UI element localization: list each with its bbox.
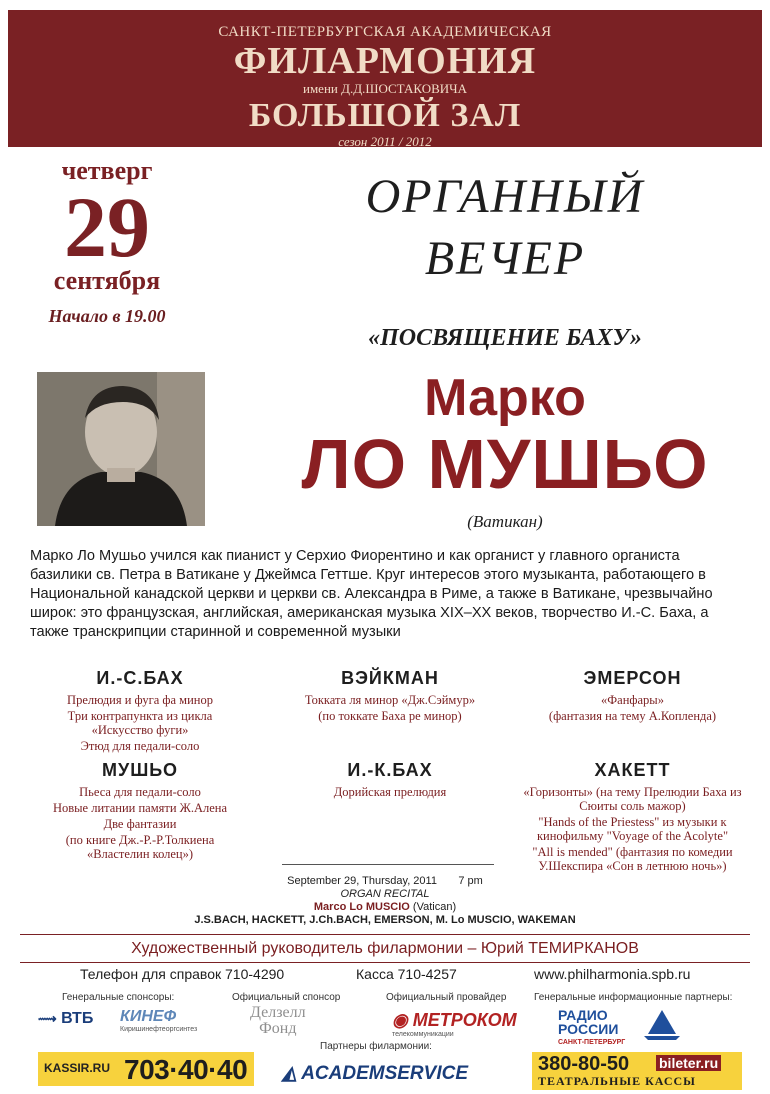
work-item: «Фанфары» (601, 693, 664, 707)
footer-rule-top (20, 934, 750, 935)
vtb-mark-icon: ⟿ (38, 1011, 57, 1026)
bileter-ticket-banner (532, 1052, 742, 1090)
work-item: Прелюдия и фуга фа минор (67, 693, 213, 707)
official-sponsor-label: Официальный спонсор (232, 992, 341, 1003)
artist-first-name: Марко (424, 369, 586, 427)
bileter-phone: 380-80-50 (538, 1053, 630, 1075)
bileter-name: bileter.ru (656, 1055, 721, 1071)
english-summary (160, 875, 610, 927)
day-number: 29 (64, 179, 150, 275)
dedication: «ПОСВЯЩЕНИЕ БАХУ» (368, 325, 642, 351)
composer-name: ЭМЕРСОН (583, 668, 682, 688)
org-line: САНКТ-ПЕТЕРБУРГСКАЯ АКАДЕМИЧЕСКАЯ (218, 24, 552, 40)
academservice-logo: ◭ ACADEMSERVICE (282, 1063, 469, 1084)
metrokom-globe-icon: ◉ (392, 1010, 408, 1030)
start-time: Начало в 19.00 (48, 306, 166, 326)
composer-name: И.-С.БАХ (96, 668, 184, 688)
work-item: (по книге Дж.-Р.-Р.Толкиена «Властелин колец») (65, 833, 215, 861)
work-item: "Hands of the Priestess" из музыки к кинофильму "Voyage of the Acolyte" (536, 815, 729, 843)
concert-date (22, 156, 192, 327)
english-composers: J.S.BACH, HACKETT, J.Ch.BACH, EMERSON, M. Lo MUSCIO, WAKEMAN (194, 914, 576, 926)
metrokom-logo: ◉ МЕТРОКОМ телекоммуникации (392, 1010, 517, 1038)
work-item: (фантазия на тему А.Копленда) (548, 709, 717, 723)
weekday: четверг (61, 156, 153, 185)
kassir-ticket-banner (38, 1052, 254, 1086)
work-item: Новые литании памяти Ж.Алена (52, 801, 228, 815)
composer-name: ХАКЕТТ (594, 760, 671, 780)
program-block-emerson (520, 668, 745, 725)
info-partners-label: Генеральные информационные партнеры: (534, 992, 733, 1003)
english-date-line: September 29, Thursday, 2011 7 pm (287, 875, 483, 887)
work-item: Две фантазии (103, 817, 177, 831)
work-item: Три контрапункта из цикла «Искусство фуги» (67, 709, 213, 737)
english-event: ORGAN RECITAL (340, 888, 430, 900)
composer-name: ВЭЙКМАН (341, 668, 439, 688)
kassir-name: KASSIR.RU (44, 1061, 111, 1075)
divider (282, 864, 494, 865)
provider-label: Официальный провайдер (386, 992, 507, 1003)
work-item: (по токкате Баха ре минор) (318, 709, 462, 723)
kassir-phone: 703·40·40 (124, 1054, 248, 1085)
box-office-phone: Касса 710-4257 (356, 966, 457, 982)
named-after: имени Д.Д.ШОСТАКОВИЧА (303, 81, 467, 96)
composer-name: МУШЬО (102, 760, 178, 780)
oreanda-logo (640, 1008, 684, 1042)
title-line-1: ОРГАННЫЙ (365, 170, 645, 223)
artist-last-name: ЛО МУШЬО (301, 425, 709, 503)
kinef-logo: КИНЕФ Киришинефтеоргсинтез (120, 1008, 198, 1033)
phone-info: Телефон для справок 710-4290 (80, 966, 285, 982)
concert-title (250, 166, 760, 290)
program-block-bach (40, 668, 240, 755)
work-item: Дорийская прелюдия (333, 785, 447, 799)
deltsell-foundation-logo: Делзелл Фонд (250, 1004, 306, 1037)
footer-rule-bottom (20, 962, 750, 963)
english-performer: Marco Lo MUSCIO (Vatican) (313, 901, 457, 913)
artist-origin: (Ватикан) (467, 512, 543, 531)
composer-name: И.-К.БАХ (347, 760, 433, 780)
header-banner (8, 10, 762, 147)
vtb-logo: ⟿ ВТБ (38, 1010, 94, 1027)
month: сентября (53, 266, 161, 295)
bileter-caption: ТЕАТРАЛЬНЫЕ КАССЫ (538, 1074, 696, 1088)
work-item: Этюд для педали-соло (80, 739, 200, 753)
portrait-image (37, 372, 205, 526)
program-block-wakeman (300, 668, 480, 725)
program-block-jc-bach (300, 760, 480, 801)
org-name: ФИЛАРМОНИЯ (233, 40, 537, 82)
work-item: «Горизонты» (на тему Прелюдии Баха из Сюиты соль мажор) (523, 785, 742, 813)
season: сезон 2011 / 2012 (338, 134, 432, 149)
work-item: "All is mended" (фантазия по комедии У.Шекспира «Сон в летнюю ночь») (532, 845, 733, 873)
oreanda-sail-icon (640, 1008, 684, 1042)
artist-photo (37, 372, 205, 526)
work-item: Токката ля минор «Дж.Сэймур» (304, 693, 476, 707)
hall-name: БОЛЬШОЙ ЗАЛ (248, 97, 522, 134)
general-sponsors-label: Генеральные спонсоры: (62, 992, 175, 1003)
artist-bio: Марко Ло Мушьо учился как пианист у Серхио Фиорентино и как органист у главного органиста базилики св. Петра в Ватикане у Джеймса Геттше. Круг интересов этого музыканта, работающего в Национальной канадской церкви и церкви св. Александра в Риме, а также в Ватикане, чрезвычайно широк: это французская, английская, американская музыка XIX–XX веков, творчество И.-С. Баха, а также транскрипции старинной и современной музыки (30, 548, 713, 640)
program-block-hackett (510, 760, 755, 875)
artistic-director: Художественный руководитель филармонии – Юрий ТЕМИРКАНОВ (131, 940, 639, 957)
title-line-2: ВЕЧЕР (424, 232, 586, 285)
radio-russia-logo: РАДИО РОССИИ САНКТ-ПЕТЕРБУРГ (558, 1007, 626, 1046)
partners-label: Партнеры филармонии: (320, 1041, 432, 1052)
academservice-swoosh-icon: ◭ (282, 1063, 297, 1084)
program-block-muscio (40, 760, 240, 863)
website-link[interactable]: www.philharmonia.spb.ru (534, 966, 691, 982)
work-item: Пьеса для педали-соло (79, 785, 201, 799)
